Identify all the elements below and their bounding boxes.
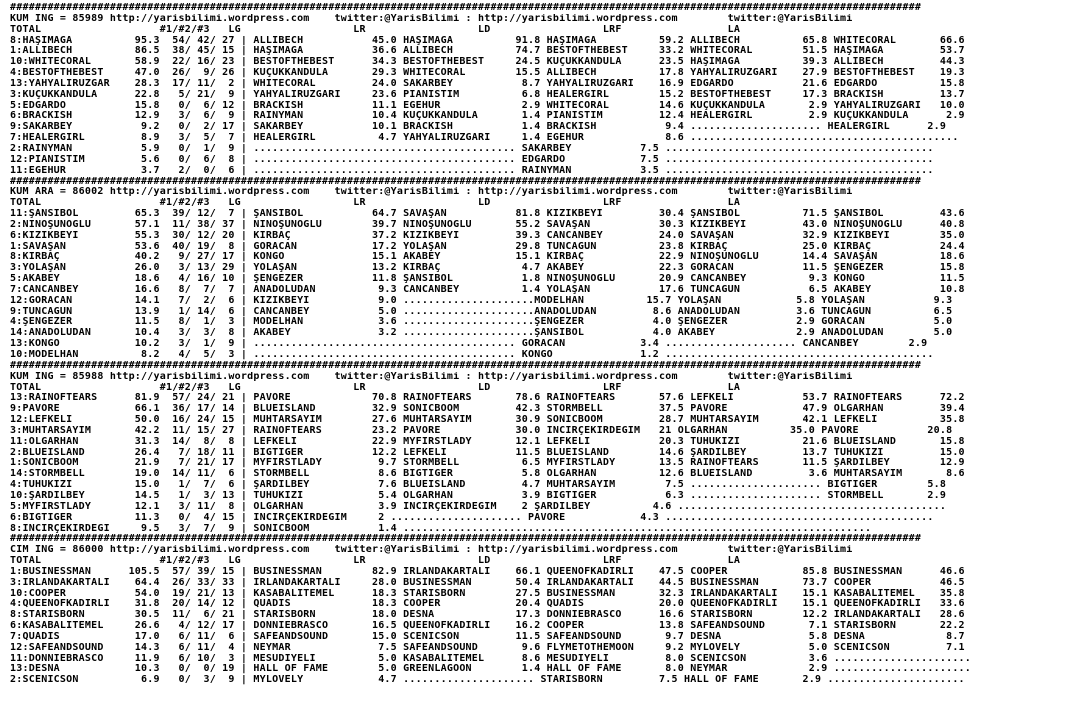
- horse-row: 8:İNCİRÇEKİRDEĞİ 9.5 3/ 7/ 9 | SONICBOOM 1.4 ...........................................................................: [10, 523, 872, 534]
- horse-row: 10:WHITECORAL 58.9 22/ 16/ 23 | BESTOFTHEBEST 34.3 BESTOFTHEBEST 24.5 KÜÇÜKKANDULA 23.5 HAŞİMAĞA 39.3 ALLIBECH 44.3: [10, 57, 965, 68]
- horse-row: 2:SCENICSON 6.9 0/ 3/ 9 | MYLOVELY 4.7 ..................... STARISBORN 7.5 HALL OF FAME 2.9 ......................: [10, 675, 965, 686]
- horse-row: 9:PAVORE 66.1 36/ 17/ 14 | BLUEISLAND 32.9 SONICBOOM 42.3 STORMBELL 37.5 PAVORE 47.9 OLGARHAN 39.4: [10, 404, 965, 415]
- horse-row: 6:BRACKISH 12.9 3/ 6/ 9 | RAINYMAN 10.4 KÜÇÜKKANDULA 1.4 PİANİSTİM 12.4 HEALERGIRL 2.9 KÜÇÜKKANDULA 2.9: [10, 111, 965, 122]
- race-header: KUM ING = 85988 http://yarisbilimi.wordpress.com twitter:@YarisBilimi : http://yarisbilimi.wordpress.com twitter:@YarisBilimi: [10, 371, 853, 382]
- horse-row: 3:İRLANDAKARTALI 64.4 26/ 33/ 33 | İRLANDAKARTALI 28.0 BUSINESSMAN 50.4 İRLANDAKARTALI 44.5 BUSINESSMAN 73.7 COOPER 46.5: [10, 577, 965, 588]
- horse-row: 10:COOPER 54.0 19/ 21/ 13 | KASABALITEMEL 18.3 STARISBORN 27.5 BUSINESSMAN 32.3 İRLANDAKARTALI 15.1 KASABALITEMEL 35.8: [10, 588, 965, 599]
- race-header: KUM ING = 85989 http://yarisbilimi.wordpress.com twitter:@YarisBilimi : http://yarisbilimi.wordpress.com twitter:@YarisBilimi: [10, 13, 853, 24]
- horse-row: 3:YOLAŞAN 26.0 3/ 13/ 29 | YOLAŞAN 13.2 KIRBAÇ 4.7 AKABEY 22.3 GORACAN 11.5 ŞENGEZER 15.8: [10, 263, 965, 274]
- column-headers: TOTAL #1/#2/#3 LG LR LD LRF LA: [10, 556, 741, 567]
- horse-row: 10:ŞARDILBEY 14.5 1/ 3/ 13 | TUHUKIZI 5.4 OLGARHAN 3.9 BIGTIGER 6.3 ..................... STORMBELL 2.9: [10, 490, 947, 501]
- horse-row: 2:BLUEISLAND 26.4 7/ 18/ 11 | BIGTIGER 12.2 LEFKELİ 11.5 BLUEISLAND 14.6 ŞARDILBEY 13.7 TUHUKIZI 15.0: [10, 447, 965, 458]
- column-headers: TOTAL #1/#2/#3 LG LR LD LRF LA: [10, 24, 741, 35]
- horse-row: 11:DONNIEBRASCO 11.9 6/ 10/ 3 | MESUDİYELİ 5.0 KASABALITEMEL 8.6 MESUDİYELİ 8.0 SCENICSON 3.6 ......................: [10, 653, 972, 664]
- horse-row: 12:LEFKELİ 50.0 16/ 24/ 15 | MUHTARSAYİM 27.6 MUHTARSAYİM 30.9 SONICBOOM 28.7 MUHTARSAYİM 42.1 LEFKELİ 35.8: [10, 415, 965, 426]
- horse-row: 11:OLGARHAN 31.3 14/ 8/ 8 | LEFKELİ 22.9 MYFIRSTLADY 12.1 LEFKELİ 20.3 TUHUKIZI 21.6 BLUEISLAND 15.8: [10, 436, 965, 447]
- horse-row: 12:PİANİSTİM 5.6 0/ 6/ 8 | .......................................... EDGARDO 7.5 ...........................................: [10, 154, 934, 165]
- section-divider: ##################################################################################################################################################: [10, 3, 922, 13]
- horse-row: 1:BUSINESSMAN 105.5 57/ 39/ 15 | BUSINESSMAN 82.9 İRLANDAKARTALI 66.1 QUEENOFKADİRLİ 47.5 COOPER 85.8 BUSINESSMAN 46.6: [10, 566, 965, 577]
- horse-row: 12:SAFEANDSOUND 14.3 6/ 11/ 4 | NEYMAR 7.5 SAFEANDSOUND 9.6 FLYMETOTHEMOON 9.2 MYLOVELY 5.0 SCENICSON 7.1: [10, 642, 965, 653]
- race-header: CIM ING = 86000 http://yarisbilimi.wordpress.com twitter:@YarisBilimi : http://yarisbilimi.wordpress.com twitter:@YarisBilimi: [10, 545, 853, 556]
- horse-row: 7:CANCANBEY 16.6 8/ 7/ 7 | ANADOLUDAN 9.3 CANCANBEY 1.4 YOLAŞAN 17.6 TUNCAGÜN 6.5 AKABEY 10.8: [10, 284, 965, 295]
- horse-row: 1:SAVAŞAN 53.6 40/ 19/ 8 | GORACAN 17.2 YOLAŞAN 29.8 TUNCAGÜN 23.8 KIRBAÇ 25.0 KIRBAÇ 24.4: [10, 241, 965, 252]
- horse-row: 13:RAINOFTEARS 81.9 57/ 24/ 21 | PAVORE 70.8 RAINOFTEARS 78.6 RAINOFTEARS 57.6 LEFKELİ 53.7 RAINOFTEARS 72.2: [10, 393, 965, 404]
- horse-row: 2:NİNOŞUNOĞLU 57.1 11/ 38/ 37 | NİNOŞUNOĞLU 39.7 NİNOŞUNOĞLU 55.2 SAVAŞAN 30.3 KIZIKBEYİ 43.0 NİNOŞUNOĞLU 40.8: [10, 219, 965, 230]
- race-section: [10, 534, 1077, 686]
- horse-row: 13:YAHYALIRÜZGAR 28.3 17/ 11/ 2 | WHITECORAL 24.0 SAKARBEY 8.7 YAHYALIRÜZGARI 16.9 EDGARDO 21.6 EDGARDO 15.8: [10, 78, 965, 89]
- horse-row: 1:ALLIBECH 86.5 38/ 45/ 15 | HAŞİMAĞA 36.6 ALLIBECH 74.7 BESTOFTHEBEST 33.2 WHITECORAL 51.5 HAŞİMAĞA 53.7: [10, 46, 965, 57]
- race-ratings-document: [10, 3, 1077, 686]
- column-headers: TOTAL #1/#2/#3 LG LR LD LRF LA: [10, 382, 741, 393]
- horse-row: 10:MODELHAN 8.2 4/ 5/ 3 | .......................................... KONGO 1.2 ...........................................: [10, 350, 934, 360]
- horse-row: 8:KIRBAÇ 40.2 9/ 27/ 17 | KONGO 15.1 AKABEY 15.1 KIRBAÇ 22.9 NİNOŞUNOĞLU 14.4 SAVAŞAN 18.6: [10, 252, 965, 263]
- horse-row: 5:EDGARDO 15.8 0/ 6/ 12 | BRACKISH 11.1 EGEHÜR 2.9 WHITECORAL 14.6 KÜÇÜKKANDULA 2.9 YAHYALIRÜZGARI 10.0: [10, 100, 965, 111]
- horse-row: 13:DESNA 10.3 0/ 0/ 19 | HALL OF FAME 5.0 GREENLAGOON 1.4 HALL OF FAME 8.0 NEYMAR 2.9 ......................: [10, 664, 972, 675]
- horse-row: 6:KIZIKBEYİ 55.3 30/ 12/ 20 | KIRBAÇ 37.2 KIZIKBEYİ 39.3 CANCANBEY 24.0 SAVAŞAN 32.9 KIZIKBEYİ 35.0: [10, 230, 965, 241]
- race-section: [10, 177, 1077, 361]
- horse-row: 13:KONGO 10.2 3/ 1/ 9 | .......................................... GORACAN 3.4 ..................... CANCANBEY 2.9: [10, 339, 928, 350]
- column-headers: TOTAL #1/#2/#3 LG LR LD LRF LA: [10, 198, 741, 209]
- horse-row: 2:RAINYMAN 5.9 0/ 1/ 9 | .......................................... SAKARBEY 7.5 ...........................................: [10, 143, 934, 154]
- horse-row: 4:BESTOFTHEBEST 47.0 26/ 9/ 26 | KÜÇÜKKANDULA 29.3 WHITECORAL 15.5 ALLIBECH 17.8 YAHYALIRÜZGARI 27.9 BESTOFTHEBEST 19.3: [10, 68, 965, 79]
- horse-row: 4:ŞENGEZER 11.5 8/ 1/ 3 | MODELHAN 3.6 .....................ŞENGEZER 4.0 ŞENGEZER 2.9 GORACAN 5.0: [10, 317, 953, 328]
- horse-row: 8:HAŞİMAĞA 95.3 54/ 42/ 27 | ALLIBECH 45.0 HAŞİMAĞA 91.8 HAŞİMAĞA 59.2 ALLIBECH 65.8 WHITECORAL 66.6: [10, 35, 965, 46]
- horse-row: 5:AKABEY 18.6 4/ 16/ 10 | ŞENGEZER 11.8 ŞANSIBOL 1.8 NİNOŞUNOĞLU 20.9 CANCANBEY 9.3 KONGO 11.5: [10, 274, 965, 285]
- horse-row: 14:STORMBELL 19.0 14/ 11/ 6 | STORMBELL 8.6 BIGTIGER 5.8 OLGARHAN 12.6 BLUEISLAND 3.6 MUHTARSAYİM 8.6: [10, 469, 965, 480]
- horse-row: 5:MYFIRSTLADY 12.1 3/ 11/ 8 | OLGARHAN 3.9 İNCİRÇEKİRDEĞİM 2 ŞARDILBEY 4.6 ...........................................: [10, 501, 947, 512]
- section-divider: ##################################################################################################################################################: [10, 360, 922, 371]
- horse-row: 4:TUHUKIZI 15.0 1/ 7/ 6 | ŞARDILBEY 7.6 BLUEISLAND 4.7 MUHTARSAYİM 7.5 ..................... BIGTIGER 5.8: [10, 480, 947, 491]
- horse-row: 9:TUNCAGÜN 13.9 1/ 14/ 6 | CANCANBEY 5.0 .....................ANADOLUDAN 8.6 ANADOLUDAN 3.6 TUNCAGÜN 6.5: [10, 306, 953, 317]
- horse-row: 3:MUHTARSAYİM 42.2 11/ 15/ 27 | RAINOFTEARS 23.2 PAVORE 30.0 İNCİRÇEKİRDEĞİM 21 OLGARHAN 35.0 PAVORE 20.8: [10, 425, 953, 436]
- horse-row: 12:GORACAN 14.1 7/ 2/ 6 | KIZIKBEYİ 9.0 .....................MODELHAN 15.7 YOLAŞAN 5.8 YOLAŞAN 9.3: [10, 295, 953, 306]
- horse-row: 6:KASABALITEMEL 26.6 4/ 12/ 17 | DONNIEBRASCO 16.5 QUEENOFKADİRLİ 16.2 COOPER 13.8 SAFEANDSOUND 7.1 STARISBORN 22.2: [10, 621, 965, 632]
- horse-row: 7:QUADIS 17.0 6/ 11/ 6 | SAFEANDSOUND 15.0 SCENICSON 11.5 SAFEANDSOUND 9.7 DESNA 5.8 DESNA 8.7: [10, 631, 965, 642]
- horse-row: 8:STARISBORN 30.5 11/ 6/ 21 | STARISBORN 18.0 DESNA 17.3 DONNIEBRASCO 16.6 STARISBORN 12.2 İRLANDAKARTALI 28.6: [10, 610, 965, 621]
- horse-row: 11:EGEHÜR 3.7 2/ 0/ 6 | .......................................... RAINYMAN 3.5 ...........................................: [10, 165, 934, 176]
- horse-row: 4:QUEENOFKADİRLİ 31.8 20/ 14/ 12 | QUADIS 18.3 COOPER 20.4 QUADIS 20.0 QUEENOFKADİRLİ 15.1 QUEENOFKADİRLİ 33.6: [10, 599, 965, 610]
- horse-row: 9:SAKARBEY 9.2 0/ 2/ 17 | SAKARBEY 10.1 BRACKISH 1.4 BRACKISH 9.4 ..................... HEALERGIRL 2.9: [10, 122, 947, 133]
- race-section: [10, 361, 1077, 535]
- horse-row: 6:BIGTIGER 11.3 0/ 4/ 15 | İNCİRÇEKİRDEĞİM 2 ..................... PAVORE 4.3 ...........................................: [10, 512, 934, 523]
- horse-row: 3:KÜÇÜKKANDULA 22.8 5/ 21/ 9 | YAHYALIRÜZGARI 23.6 PİANİSTİM 6.8 HEALERGIRL 15.2 BESTOFTHEBEST 17.3 BRACKISH 13.7: [10, 89, 965, 100]
- section-divider: ##################################################################################################################################################: [10, 176, 922, 187]
- race-section: [10, 3, 1077, 177]
- race-header: KUM ARA = 86002 http://yarisbilimi.wordpress.com twitter:@YarisBilimi : http://yarisbilimi.wordpress.com twitter:@YarisBilimi: [10, 187, 853, 198]
- section-divider: ##################################################################################################################################################: [10, 534, 922, 545]
- horse-row: 11:ŞANSIBOL 65.3 39/ 12/ 7 | ŞANSIBOL 64.7 SAVAŞAN 81.8 KIZIKBEYİ 30.4 ŞANSIBOL 71.5 ŞANSIBOL 43.6: [10, 209, 965, 220]
- horse-row: 14:ANADOLUDAN 10.4 3/ 3/ 8 | AKABEY 3.2 .....................ŞANSIBOL 4.0 AKABEY 2.9 ANADOLUDAN 5.0: [10, 328, 953, 339]
- horse-row: 7:HEALERGIRL 8.9 3/ 5/ 7 | HEALERGIRL 4.7 YAHYALIRÜZGARI 1.4 EGEHÜR 8.6 ...........................................: [10, 133, 959, 144]
- horse-row: 1:SONICBOOM 21.9 7/ 21/ 17 | MYFIRSTLADY 9.7 STORMBELL 6.5 MYFIRSTLADY 13.5 RAINOFTEARS 11.5 ŞARDILBEY 12.9: [10, 458, 965, 469]
